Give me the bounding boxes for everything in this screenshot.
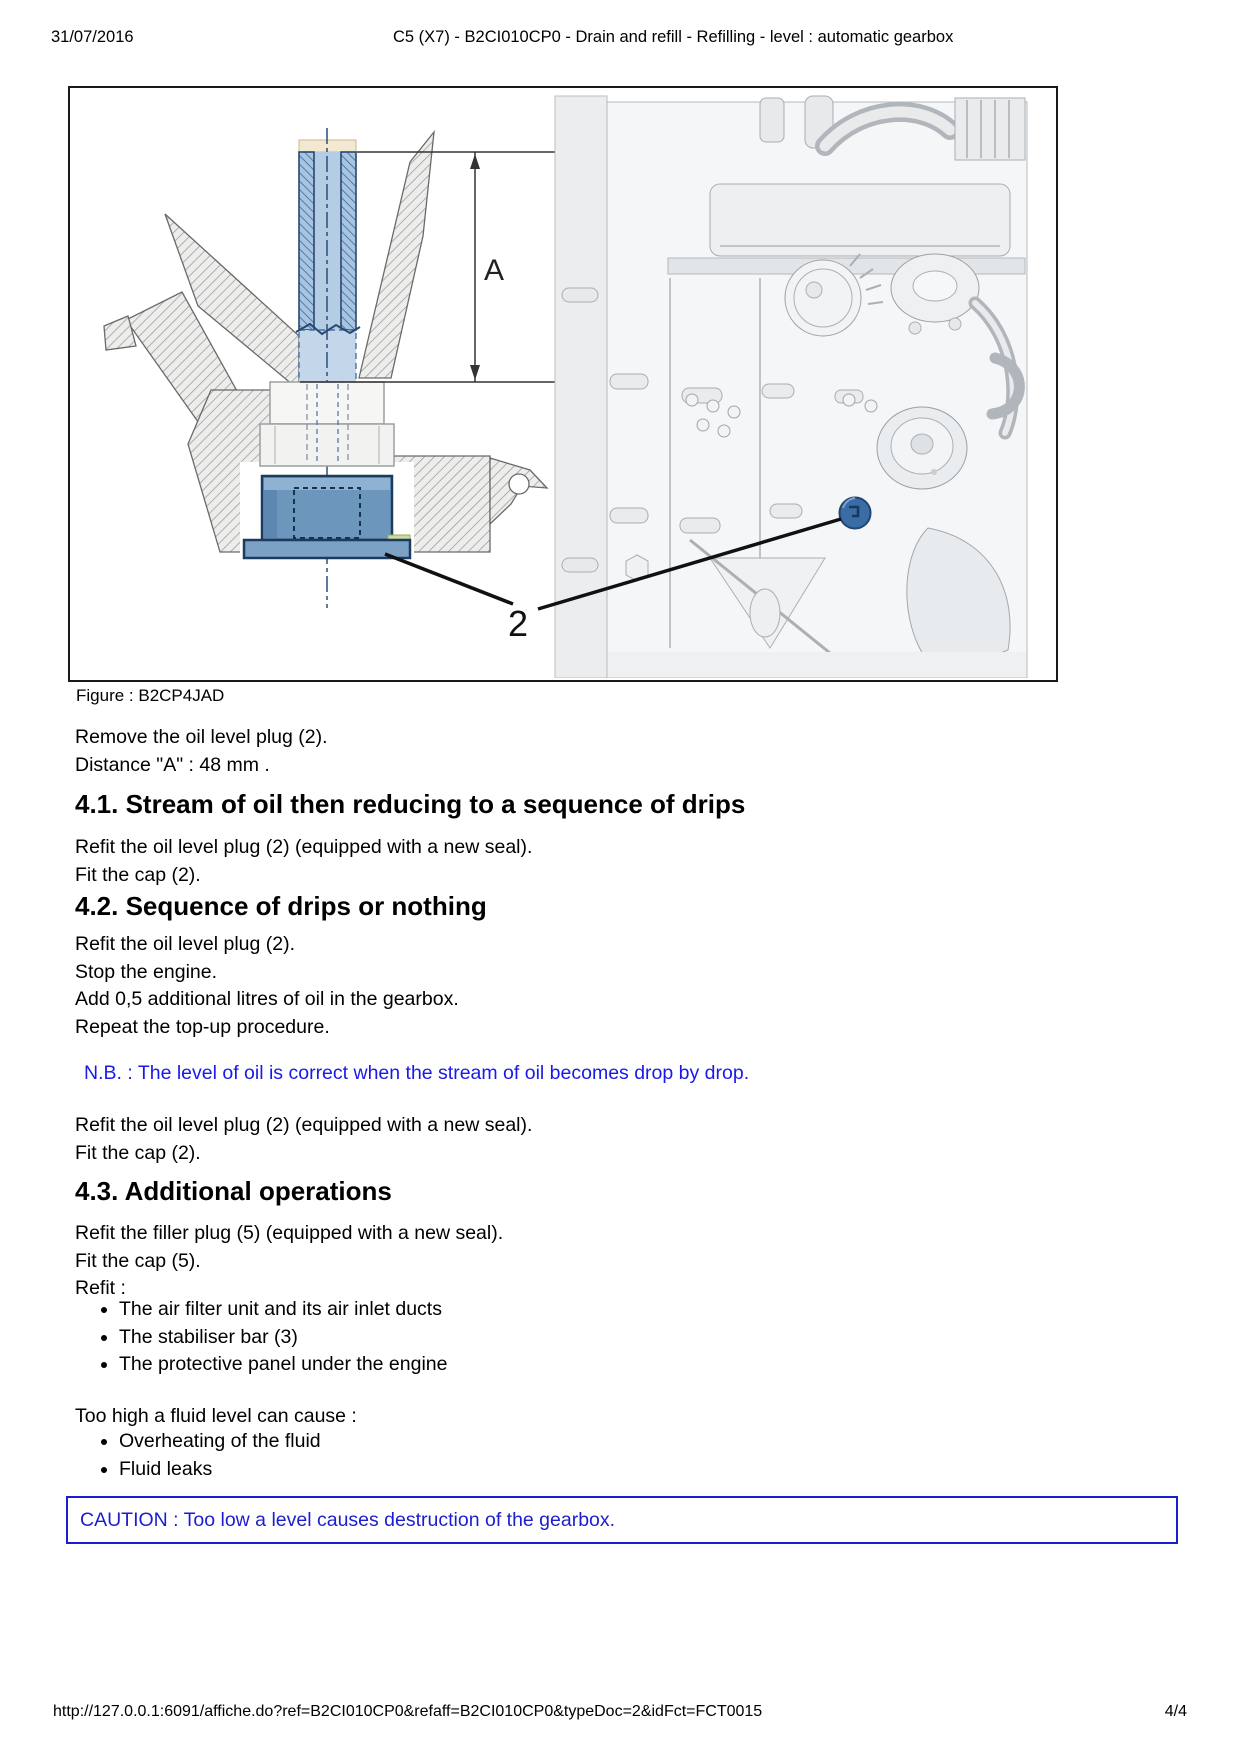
nb-note: N.B. : The level of oil is correct when the stream of oil becomes drop by drop. (84, 1062, 750, 1084)
body-line: Fit the cap (2). (75, 863, 201, 886)
threaded-fitting (260, 382, 394, 466)
body-line: Remove the oil level plug (2). (75, 726, 328, 748)
finned-block (955, 98, 1025, 160)
body-line: Refit the oil level plug (2). (75, 933, 296, 955)
heading-4-3: 4.3. Additional operations (75, 1176, 392, 1206)
section-4-1-paragraph (75, 834, 532, 889)
heading-4-1: 4.1. Stream of oil then reducing to a sequence of drips (75, 789, 746, 819)
body-line: Refit the oil level plug (2) (equipped with a new seal). (75, 836, 533, 858)
body-line: Stop the engine. (75, 960, 218, 983)
section-4-3-paragraph (75, 1220, 503, 1303)
caution-text: CAUTION : Too low a level causes destruction of the gearbox. (80, 1509, 616, 1531)
section-4-2-paragraph (75, 931, 459, 1041)
list-item: • The stabiliser bar (3) (119, 1324, 447, 1352)
body-line: Add 0,5 additional litres of oil in the gearbox. (75, 988, 459, 1010)
gearbox-illustration (555, 96, 1027, 678)
oil-level-plug-drawing (244, 476, 410, 558)
body-line: Refit : (75, 1277, 126, 1299)
page-title: C5 (X7) - B2CI010CP0 - Drain and refill - Refilling - level : automatic gearbox (393, 28, 954, 46)
section-4-2-paragraph-after-note (75, 1112, 532, 1167)
crank-pulley (877, 407, 967, 489)
dimension-a-label: A (484, 254, 505, 287)
refit-bullet-list (75, 1296, 447, 1379)
list-item: • The protective panel under the engine (119, 1351, 447, 1379)
fluid-bullet-list (75, 1428, 321, 1483)
body-line: Too high a fluid level can cause : (75, 1405, 357, 1427)
list-item: • Overheating of the fluid (119, 1428, 321, 1456)
oil-level-plug-highlight (840, 498, 871, 529)
footer-page-indicator: 4/4 (1164, 1703, 1187, 1720)
heading-4-2: 4.2. Sequence of drips or nothing (75, 891, 487, 921)
figure-caption: Figure : B2CP4JAD (76, 686, 225, 705)
figure-b2cp4jad (68, 86, 1058, 682)
body-line: Fit the cap (2). (75, 1141, 201, 1164)
figure-drawing (70, 88, 1054, 678)
body-line: Repeat the top-up procedure. (75, 1015, 330, 1038)
print-date: 31/07/2016 (51, 28, 134, 46)
list-item: • The air filter unit and its air inlet ducts (119, 1296, 447, 1324)
list-item: • Fluid leaks (119, 1456, 321, 1484)
body-line: Refit the filler plug (5) (equipped with a new seal). (75, 1222, 504, 1244)
fluid-level-paragraph (75, 1403, 357, 1431)
caution-box (66, 1496, 1178, 1544)
intro-paragraph (75, 724, 328, 779)
body-line: Fit the cap (5). (75, 1249, 201, 1272)
callout-2-label: 2 (508, 603, 529, 644)
body-line: Distance "A" : 48 mm . (75, 753, 270, 776)
level-tube-cross-section (104, 128, 562, 608)
body-line: Refit the oil level plug (2) (equipped with a new seal). (75, 1114, 533, 1136)
footer-url: http://127.0.0.1:6091/affiche.do?ref=B2CI010CP0&refaff=B2CI010CP0&typeDoc=2&idFct=FCT0015 (53, 1703, 763, 1720)
